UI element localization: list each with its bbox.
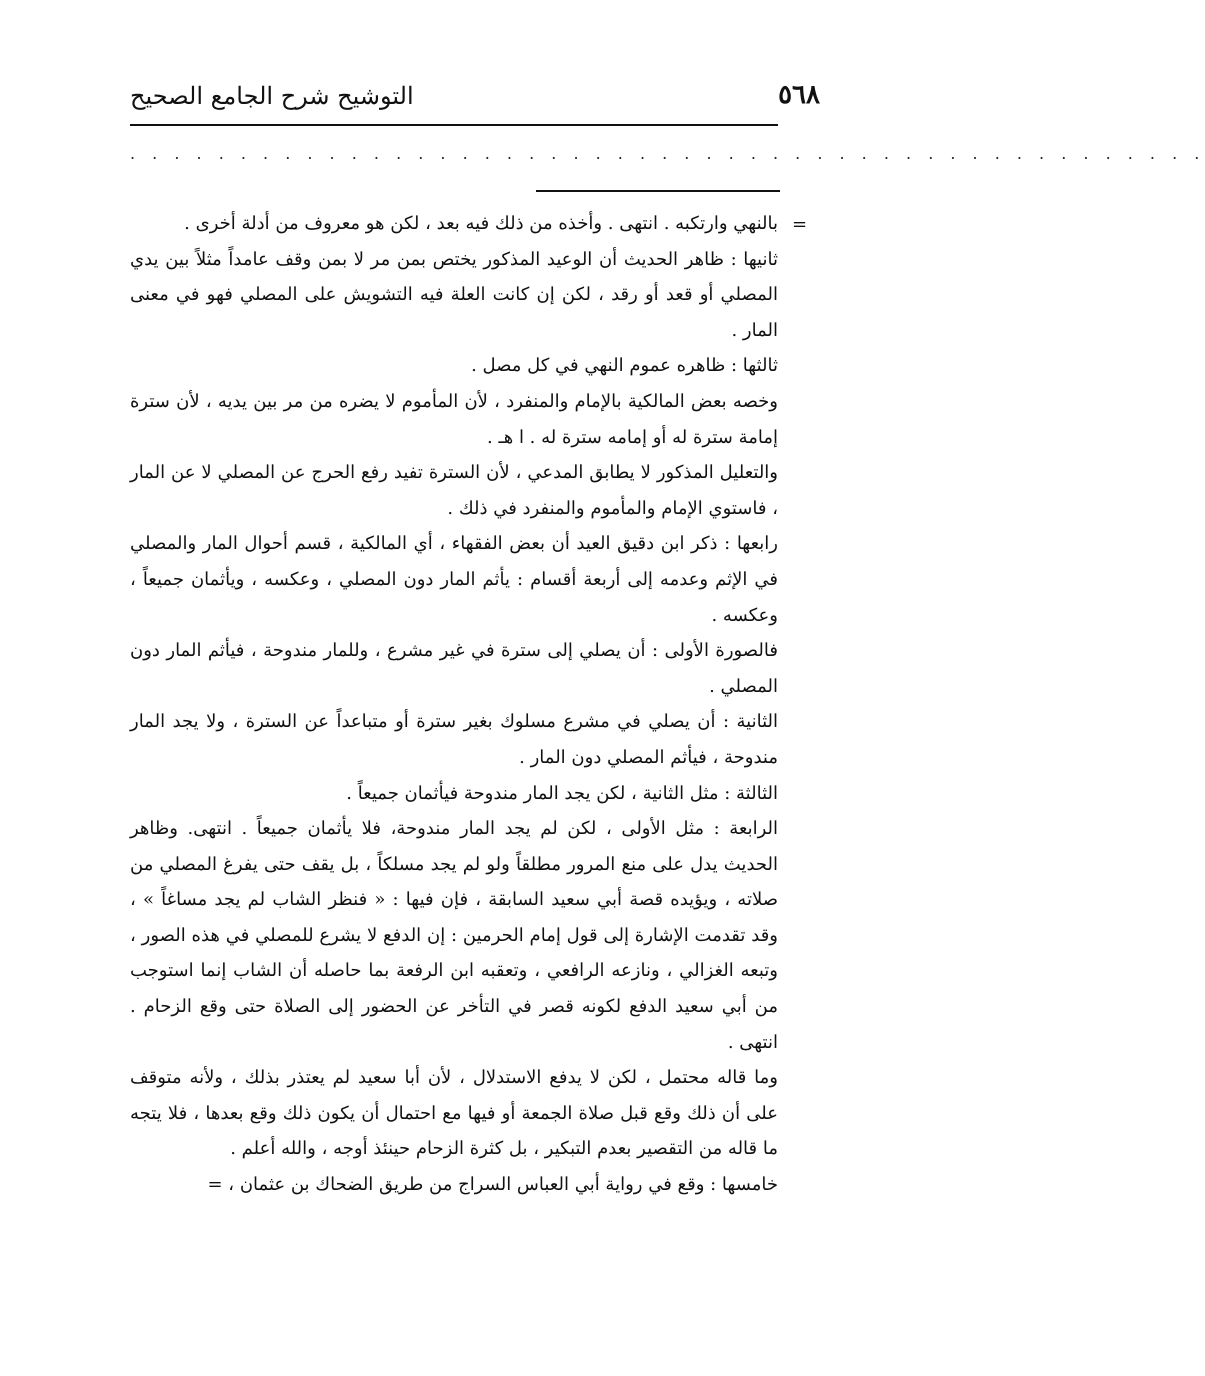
footnote-rule (536, 190, 780, 192)
running-title: التوشيح شرح الجامع الصحيح (130, 82, 414, 110)
page-number: ٥٦٨ (778, 80, 820, 110)
page-header (130, 80, 820, 120)
continuation-mark: = (792, 214, 808, 235)
footnote-paragraph: رابعها : ذكر ابن دقيق العيد أن بعض الفقهاء ، أي المالكية ، قسم أحوال المار والمصلي في الإثم وعدمه إلى أربعة أقسام : يأثم المار دون المصلي ، وعكسه ، ويأثمان جميعاً ، وعكسه . (130, 533, 778, 626)
footnote-paragraph: فالصورة الأولى : أن يصلي إلى سترة في غير مشرع ، وللمار مندوحة ، فيأثم المار دون المصلي . (130, 640, 778, 697)
footnote-paragraph: بالنهي وارتكبه . انتهى . وأخذه من ذلك فيه بعد ، لكن هو معروف من أدلة أخرى . (184, 213, 778, 234)
ellipsis-separator: . . . . . . . . . . . . . . . . . . . . . . . . . . . . . . . . . . . . . . . . . . . . . . . . . (130, 144, 1205, 163)
footnote-paragraph: الرابعة : مثل الأولى ، لكن لم يجد المار مندوحة، فلا يأثمان جميعاً . انتهى. وظاهر الحديث يدل على منع المرور مطلقاً ولو لم يجد مسلكاً ، بل يقف حتى يفرغ المصلي من صلاته ، ويؤيده قصة أبي سعيد السابقة ، فإن فيها : « فنظر الشاب لم يجد مساغاً » ، وقد تقدمت الإشارة إلى قول إمام الحرمين : إن الدفع لا يشرع للمصلي في هذه الصور ، وتبعه الغزالي ، ونازعه الرافعي ، وتعقبه ابن الرفعة بما حاصله أن الشاب إنما استوجب من أبي سعيد الدفع لكونه قصر في التأخر عن الحضور إلى الصلاة حتى وقع الزحام . انتهى . (130, 818, 778, 1053)
footnote-text (130, 206, 778, 1203)
footnote-paragraph: والتعليل المذكور لا يطابق المدعي ، لأن السترة تفيد رفع الحرج عن المصلي لا عن المار ، فاستوي الإمام والمأموم والمنفرد في ذلك . (130, 462, 778, 519)
footnote-paragraph: الثانية : أن يصلي في مشرع مسلوك بغير سترة أو متباعداً عن السترة ، ولا يجد المار مندوحة ، فيأثم المصلي دون المار . (130, 711, 778, 768)
footnote-paragraph: ثالثها : ظاهره عموم النهي في كل مصل . (471, 355, 778, 377)
footnote-paragraph: وخصه بعض المالكية بالإمام والمنفرد ، لأن المأموم لا يضره من مر بين يديه ، لأن سترة إمامة سترة له أو إمامه سترة له . ا هـ . (130, 390, 778, 448)
footnote-paragraph: ثانيها : ظاهر الحديث أن الوعيد المذكور يختص بمن مر لا بمن وقف عامداً مثلاً بين يدي المصلي أو قعد أو رقد ، لكن إن كانت العلة فيه التشويش على المصلي فهو في معنى المار . (130, 248, 778, 341)
footnote-paragraph: الثالثة : مثل الثانية ، لكن يجد المار مندوحة فيأثمان جميعاً . (346, 782, 778, 804)
header-rule (130, 124, 778, 126)
footnote-paragraph: وما قاله محتمل ، لكن لا يدفع الاستدلال ، لأن أبا سعيد لم يعتذر بذلك ، ولأنه متوقف على أن ذلك وقع قبل صلاة الجمعة أو فيها مع احتمال أن يكون ذلك وقع بعدها ، فلا يتجه ما قاله من التقصير بعدم التبكير ، بل كثرة الزحام حينئذ أوجه ، والله أعلم . (130, 1067, 778, 1160)
footnote-paragraph: خامسها : وقع في رواية أبي العباس السراج من طريق الضحاك بن عثمان ، = (207, 1174, 778, 1196)
